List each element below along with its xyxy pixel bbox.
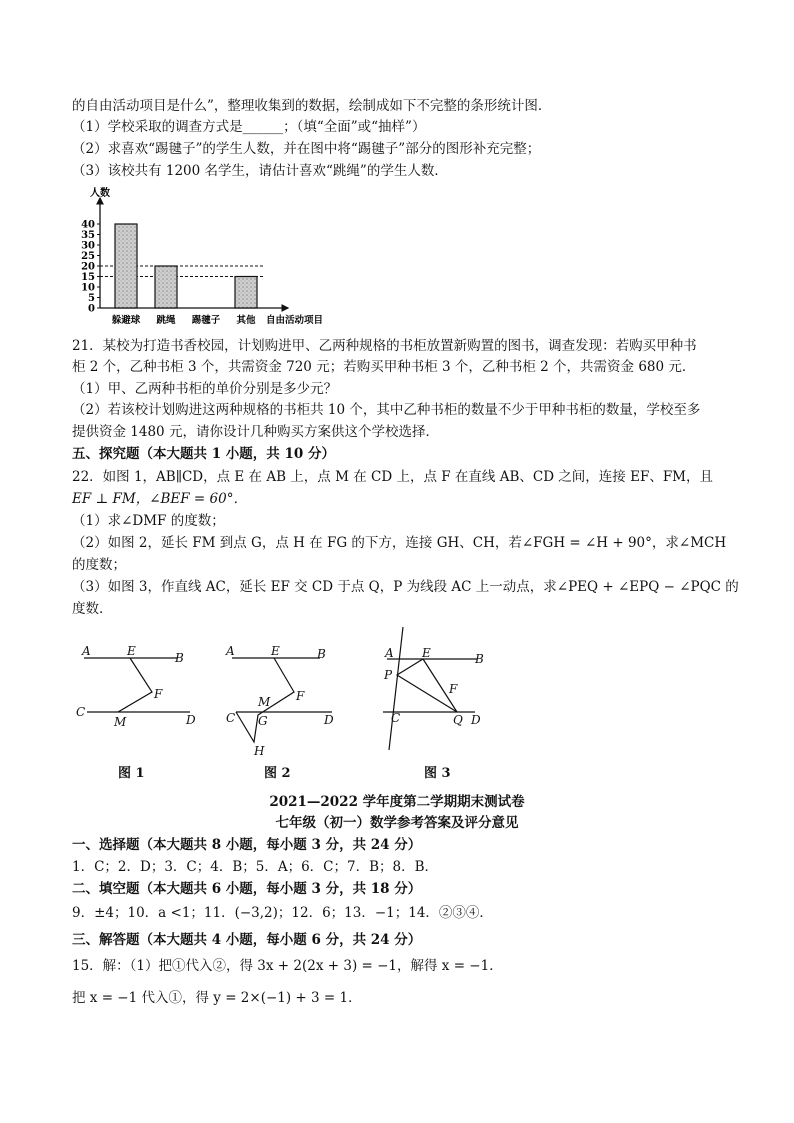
q21-line2: 柜 2 个，乙种书柜 3 个，共需资金 720 元；若购买甲种书柜 3 个，乙种书柜 2 个，共需资金 680 元． [72, 359, 696, 375]
figure-3 [375, 625, 490, 755]
fig3-label-F: F [449, 682, 458, 696]
q20-part3: （3）该校共有 1200 名学生，请估计喜欢“跳绳”的学生人数． [72, 163, 448, 179]
figure-2-caption: 图 2 [264, 766, 291, 781]
q22-line1: 22．如图 1，AB∥CD，点 E 在 AB 上，点 M 在 CD 上，点 F 在直线 AB、CD 之间，连接 EF、FM，且 [72, 469, 714, 485]
answers-section1-key: 1．C；2．D；3．C；4．B；5．A；6．C；7．B；8．B． [72, 859, 439, 875]
q21-line1: 21．某校为打造书香校园，计划购进甲、乙两种规格的书柜放置新购置的图书，调查发现：若购买甲种书 [72, 338, 697, 354]
fig1-label-A: A [82, 644, 91, 658]
q22-part2a: （2）如图 2，延长 FM 到点 G，点 H 在 FG 的下方，连接 GH、CH，若∠FGH = ∠H + 90°，求∠MCH [72, 535, 727, 551]
fig1-label-M: M [114, 715, 127, 729]
fig2-label-D: D [324, 713, 334, 727]
answers-section3: 三、解答题（本大题共 4 小题，每小题 6 分，共 24 分） [72, 932, 422, 948]
fig3-label-A: A [385, 646, 394, 660]
bar-3 [235, 277, 257, 309]
q22-part2b: 的度数； [72, 557, 126, 573]
q21-part2b: 提供资金 1480 元，请你设计几种购买方案供这个学校选择． [72, 424, 439, 440]
category-label: 踢毽子 [191, 315, 221, 326]
figure-1 [72, 640, 202, 735]
fig2-label-F: F [296, 689, 305, 703]
answers-title-1: 2021—2022 学年度第二学期期末测试卷 [269, 794, 525, 810]
q22-part3a: （3）如图 3，作直线 AC，延长 EF 交 CD 于点 Q，P 为线段 AC 上一动点，求∠PEQ + ∠EPQ − ∠PQC 的 [72, 579, 739, 595]
y-tick-label: 10 [81, 282, 95, 294]
category-label: 躲避球 [111, 315, 141, 326]
bar-0 [115, 224, 137, 308]
fig3-label-B: B [475, 652, 484, 666]
answers-section2: 二、填空题（本大题共 6 小题，每小题 3 分，共 18 分） [72, 881, 422, 897]
bar-1 [155, 266, 177, 308]
answers-section1: 一、选择题（本大题共 8 小题，每小题 3 分，共 24 分） [72, 837, 422, 853]
figure-1-caption: 图 1 [118, 766, 145, 781]
category-label: 其他 [236, 315, 256, 326]
fig2-label-B: B [317, 647, 326, 661]
answers-section2-key: 9．±4；10．a <1；11．(−3,2)；12．6；13．−1；14．②③④． [72, 905, 493, 921]
fig2-label-M: M [258, 695, 271, 709]
fig1-label-B: B [175, 651, 184, 665]
q20-part1: （1）学校采取的调查方式是______；（填“全面”或“抽样”） [72, 119, 426, 135]
fig3-label-C: C [391, 711, 401, 725]
fig1-label-C: C [76, 705, 86, 719]
y-tick-label: 35 [81, 230, 95, 241]
fig2-label-H: H [254, 744, 265, 758]
answers-title-2: 七年级（初一）数学参考答案及评分意见 [275, 815, 519, 831]
y-tick-label: 25 [81, 251, 95, 262]
fig1-label-E: E [127, 644, 136, 658]
y-tick-label: 30 [81, 240, 95, 252]
q22-line2: EF ⊥ FM，∠BEF = 60°． [72, 491, 247, 507]
fig2-label-G: G [258, 714, 268, 728]
x-axis-label: 自由活动项目 [266, 315, 324, 326]
fig3-label-E: E [422, 646, 431, 660]
figure-2 [220, 640, 345, 760]
q22-part3b: 度数． [72, 601, 113, 617]
q21-part1: （1）甲、乙两种书柜的单价分别是多少元？ [72, 381, 338, 397]
q20-part2: （2）求喜欢“踢毽子”的学生人数，并在图中将“踢毽子”部分的图形补充完整； [72, 141, 541, 157]
answers-q15-line1: 15．解：（1）把①代入②，得 3x + 2(2x + 3) = −1，解得 x = −1． [72, 958, 503, 974]
q22-part1: （1）求∠DMF 的度数； [72, 513, 225, 529]
y-tick-label: 40 [81, 219, 95, 231]
fig1-label-D: D [186, 713, 196, 727]
fig3-label-P: P [384, 668, 393, 682]
fig2-label-C: C [226, 711, 236, 725]
y-tick-label: 15 [81, 272, 95, 283]
fig2-label-A: A [226, 644, 235, 658]
section5-heading: 五、探究题（本大题共 1 小题，共 10 分） [72, 446, 335, 462]
q21-part2a: （2）若该校计划购进这两种规格的书柜共 10 个，其中乙种书柜的数量不少于甲种书柜的数量，学校至多 [72, 402, 701, 418]
fig2-label-E: E [271, 644, 280, 658]
fig3-label-Q: Q [453, 713, 463, 727]
y-axis-label: 人数 [90, 188, 110, 199]
y-tick-label: 20 [81, 261, 95, 273]
y-tick-label: 0 [88, 303, 95, 315]
bar-chart [70, 186, 350, 331]
answers-q15-line2: 把 x = −1 代入①，得 y = 2×(−1) + 3 = 1． [72, 990, 362, 1006]
y-tick-label: 5 [88, 293, 95, 304]
category-label: 跳绳 [156, 315, 176, 326]
fig1-label-F: F [154, 687, 163, 701]
q20-intro: 的自由活动项目是什么”，整理收集到的数据，绘制成如下不完整的条形统计图． [72, 98, 552, 114]
figure-3-caption: 图 3 [424, 766, 451, 781]
fig3-label-D: D [471, 713, 481, 727]
